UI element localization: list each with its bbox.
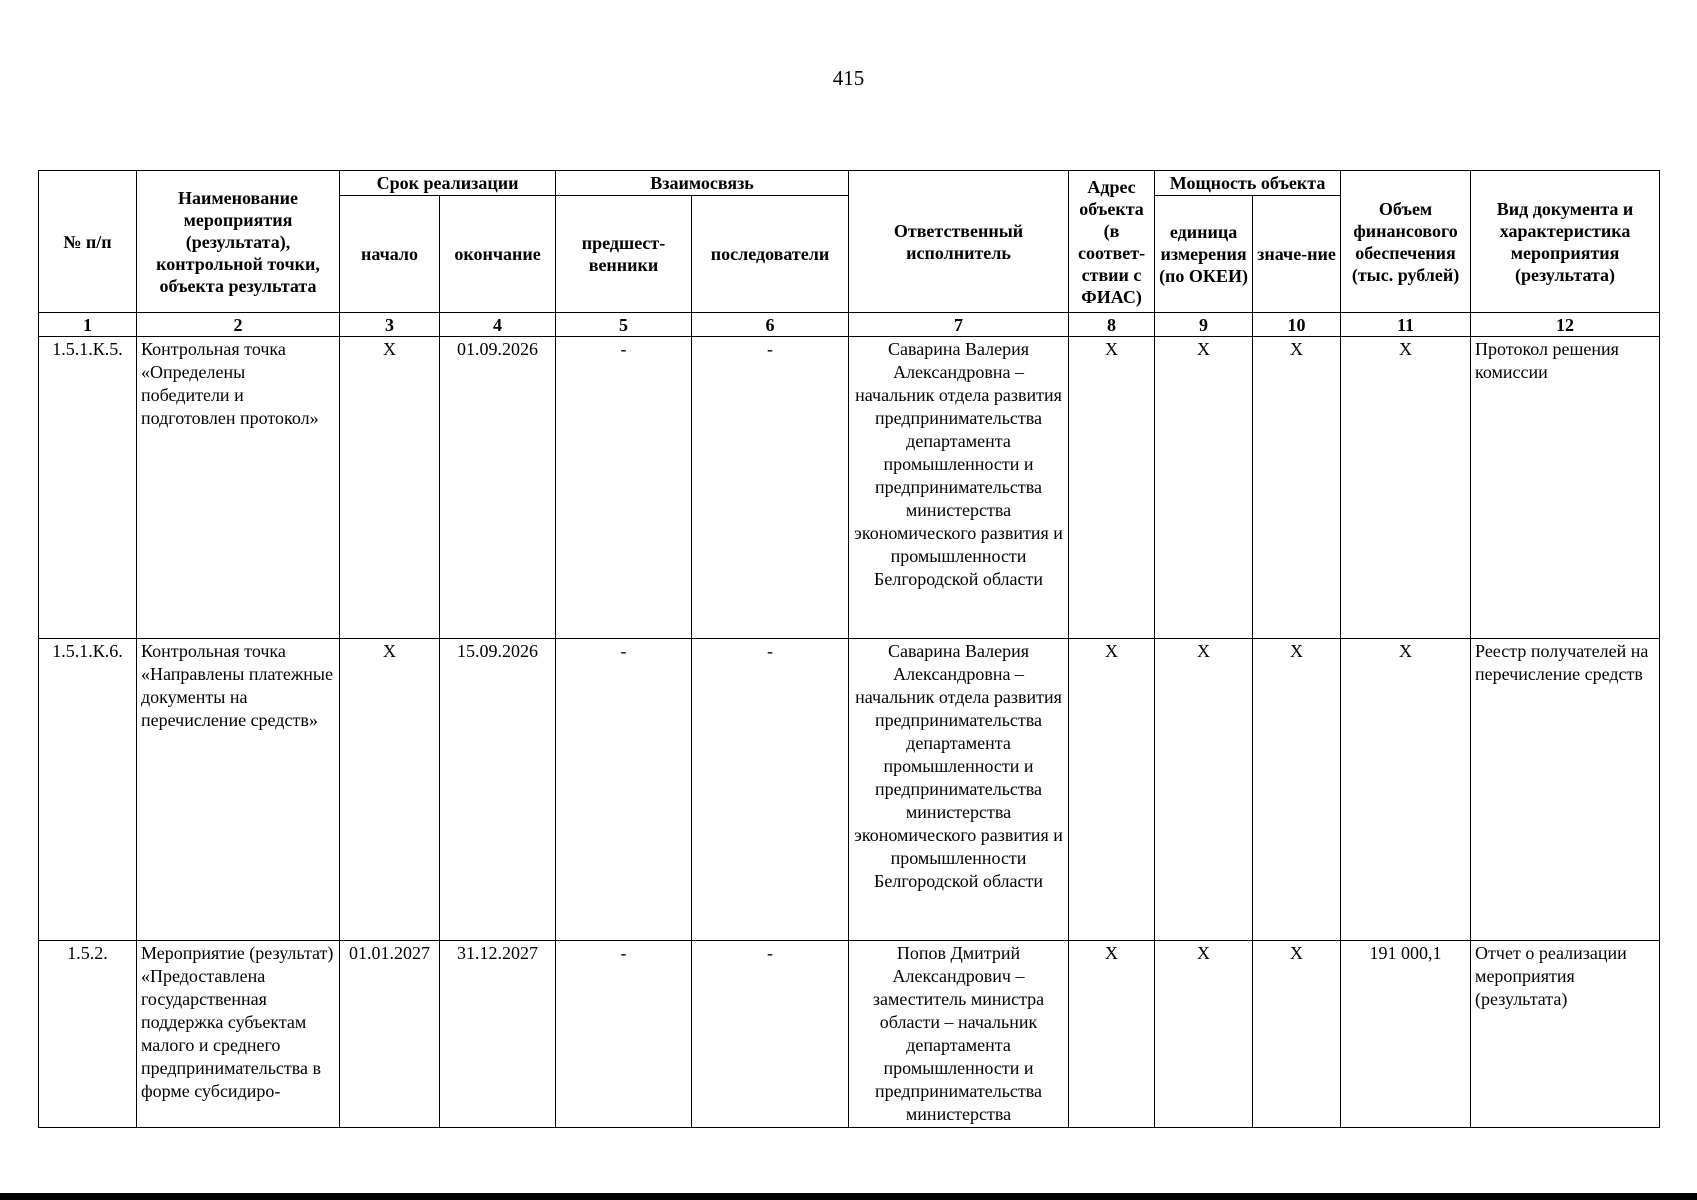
row-value: X <box>1253 941 1341 1128</box>
header-finance: Объем финансового обеспечения (тыс. рублей) <box>1341 171 1471 313</box>
row-document: Протокол решения комиссии <box>1471 337 1660 639</box>
row-address: X <box>1069 337 1155 639</box>
row-name: Мероприятие (результат) «Предоставлена государственная поддержка субъектам малого и среднего предпринимательства в форме субсидиро- <box>137 941 340 1128</box>
header-row-1 <box>39 171 1660 196</box>
row-end: 01.09.2026 <box>440 337 556 639</box>
column-number: 7 <box>849 313 1069 337</box>
header-successors: последователи <box>692 196 849 313</box>
header-name: Наименование мероприятия (результата), контрольной точки, объекта результата <box>137 171 340 313</box>
header-document: Вид документа и характеристика мероприятия (результата) <box>1471 171 1660 313</box>
table-row <box>39 337 1660 639</box>
row-end: 31.12.2027 <box>440 941 556 1128</box>
implementation-plan-table <box>38 170 1660 1128</box>
row-predecessors: - <box>556 941 692 1128</box>
column-number: 12 <box>1471 313 1660 337</box>
row-start: 01.01.2027 <box>340 941 440 1128</box>
row-start: X <box>340 337 440 639</box>
header-group-term: Срок реализации <box>340 171 556 196</box>
column-number: 1 <box>39 313 137 337</box>
row-address: X <box>1069 941 1155 1128</box>
row-unit: X <box>1155 941 1253 1128</box>
row-finance: X <box>1341 639 1471 941</box>
header-num: № п/п <box>39 171 137 313</box>
row-successors: - <box>692 941 849 1128</box>
row-successors: - <box>692 639 849 941</box>
page-number: 415 <box>832 66 865 90</box>
row-value: X <box>1253 639 1341 941</box>
column-number: 8 <box>1069 313 1155 337</box>
page-bottom-edge <box>0 1193 1697 1200</box>
header-value: значе-ние <box>1253 196 1341 313</box>
column-number: 2 <box>137 313 340 337</box>
header-group-link: Взаимосвязь <box>556 171 849 196</box>
row-responsible: Саварина Валерия Александровна – начальник отдела развития предпринимательства департамента промышленности и предпринимательства министерства экономического развития и промышленности Белгородской области <box>849 639 1069 941</box>
row-value: X <box>1253 337 1341 639</box>
row-end: 15.09.2026 <box>440 639 556 941</box>
column-number: 3 <box>340 313 440 337</box>
row-finance: X <box>1341 337 1471 639</box>
row-num: 1.5.1.К.5. <box>39 337 137 639</box>
table-row <box>39 639 1660 941</box>
column-number-row <box>39 313 1660 337</box>
column-number: 10 <box>1253 313 1341 337</box>
column-number: 9 <box>1155 313 1253 337</box>
row-predecessors: - <box>556 639 692 941</box>
header-end: окончание <box>440 196 556 313</box>
header-group-capacity: Мощность объекта <box>1155 171 1341 196</box>
header-address: Адрес объекта (в соответ-ствии с ФИАС) <box>1069 171 1155 313</box>
row-start: X <box>340 639 440 941</box>
row-num: 1.5.1.К.6. <box>39 639 137 941</box>
row-successors: - <box>692 337 849 639</box>
header-unit: единица измерения (по ОКЕИ) <box>1155 196 1253 313</box>
row-responsible: Саварина Валерия Александровна – начальник отдела развития предпринимательства департамента промышленности и предпринимательства министерства экономического развития и промышленности Белгородской области <box>849 337 1069 639</box>
column-number: 4 <box>440 313 556 337</box>
column-number: 11 <box>1341 313 1471 337</box>
row-address: X <box>1069 639 1155 941</box>
row-responsible: Попов Дмитрий Александрович – заместитель министра области – начальник департамента промышленности и предпринимательства министерства <box>849 941 1069 1128</box>
column-number: 6 <box>692 313 849 337</box>
row-name: Контрольная точка «Направлены платежные документы на перечисление средств» <box>137 639 340 941</box>
header-start: начало <box>340 196 440 313</box>
row-unit: X <box>1155 337 1253 639</box>
row-finance: 191 000,1 <box>1341 941 1471 1128</box>
row-predecessors: - <box>556 337 692 639</box>
column-number: 5 <box>556 313 692 337</box>
header-predecessors: предшест-венники <box>556 196 692 313</box>
header-responsible: Ответственный исполнитель <box>849 171 1069 313</box>
row-num: 1.5.2. <box>39 941 137 1128</box>
row-name: Контрольная точка «Определены победители и подготовлен протокол» <box>137 337 340 639</box>
row-document: Реестр получателей на перечисление средств <box>1471 639 1660 941</box>
row-unit: X <box>1155 639 1253 941</box>
table-row <box>39 941 1660 1128</box>
row-document: Отчет о реализации мероприятия (результата) <box>1471 941 1660 1128</box>
